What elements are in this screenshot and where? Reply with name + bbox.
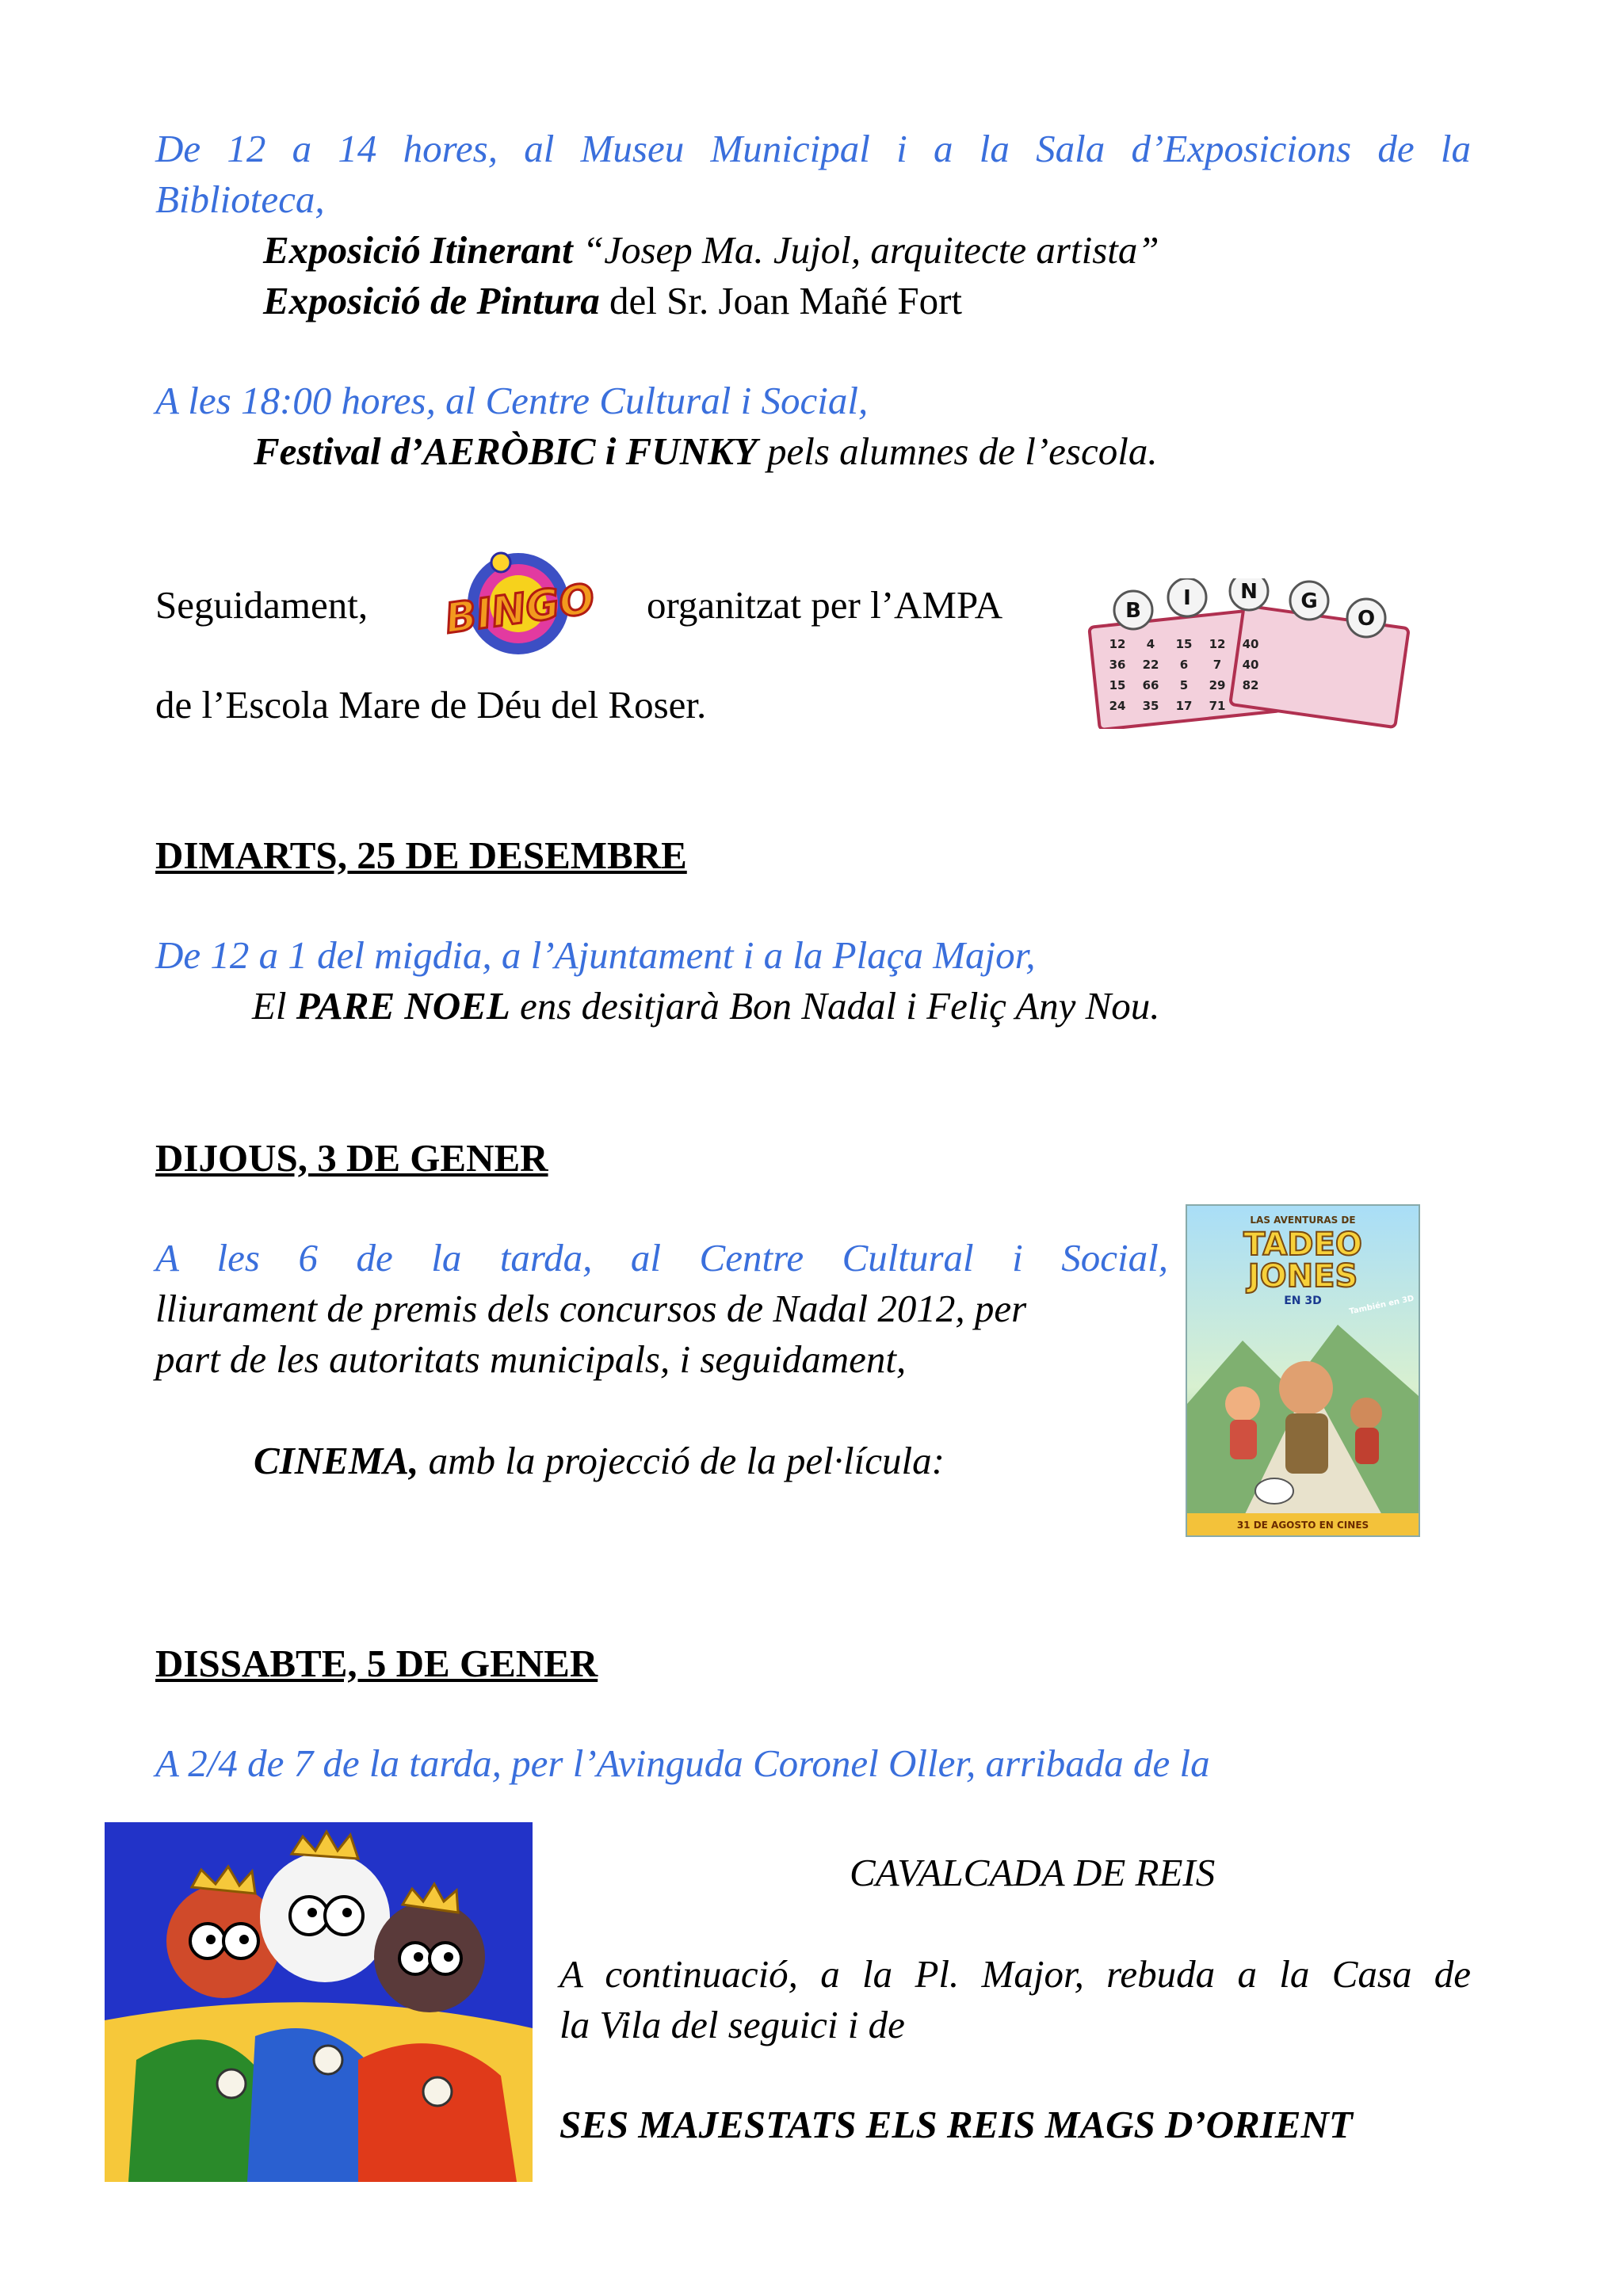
poster-sub-text: EN 3D bbox=[1284, 1295, 1322, 1307]
bingo-ball-o bbox=[1347, 599, 1385, 637]
bingo-card-number: 15 bbox=[1175, 637, 1193, 651]
bingo-card-number: 29 bbox=[1209, 678, 1226, 692]
exhibition-item-2-text: del Sr. Joan Mañé Fort bbox=[599, 279, 963, 322]
cinema-title: CINEMA, bbox=[254, 1439, 419, 1482]
cavalcada-title: CAVALCADA DE REIS bbox=[850, 1851, 1216, 1894]
poster-dog bbox=[1255, 1478, 1293, 1504]
pare-noel-text-a: El bbox=[252, 984, 296, 1028]
bingo-card-number: 12 bbox=[1209, 637, 1226, 651]
poster-top-text: LAS AVENTURAS DE bbox=[1250, 1215, 1356, 1226]
majestats-title: SES MAJESTATS ELS REIS MAGS D’ORIENT bbox=[559, 2103, 1353, 2146]
festival-line bbox=[254, 426, 1158, 477]
bingo-card-number: 4 bbox=[1146, 637, 1155, 651]
poster-date: 31 DE AGOSTO EN CINES bbox=[1236, 1520, 1369, 1531]
bingo-ball-i bbox=[1168, 578, 1206, 616]
bingo-logo bbox=[425, 547, 615, 658]
continuation-line-1: A continuació, a la Pl. Major, rebuda a la Casa de bbox=[559, 1952, 1471, 1996]
bingo-school-text: de l’Escola Mare de Déu del Roser. bbox=[155, 683, 707, 727]
poster-hero bbox=[1279, 1361, 1333, 1415]
bingo-cards-illustration bbox=[1086, 578, 1411, 729]
bingo-card-number: 71 bbox=[1209, 699, 1226, 713]
bingo-card-number: 82 bbox=[1242, 678, 1259, 692]
poster-girl bbox=[1225, 1386, 1260, 1421]
exhibition-time-line: De 12 a 14 hores, al Museu Municipal i a la Sala d’Exposicions de la bbox=[155, 127, 1471, 170]
bingo-card-number: 36 bbox=[1109, 658, 1126, 672]
bingo-card-number: 66 bbox=[1142, 678, 1159, 692]
poster-title-1: TADEO bbox=[1243, 1226, 1362, 1263]
poster-boy bbox=[1350, 1398, 1382, 1429]
exhibition-item-1-title: Exposició Itinerant bbox=[263, 228, 573, 272]
bingo-card-number: 12 bbox=[1109, 637, 1126, 651]
festival-title: Festival d’AERÒBIC i FUNKY bbox=[254, 429, 758, 473]
poster-badge: También en 3D bbox=[1348, 1294, 1415, 1317]
bingo-card-number: 24 bbox=[1109, 699, 1126, 713]
dimarts-time-line: De 12 a 1 del migdia, a l’Ajuntament i a la Plaça Major, bbox=[155, 933, 1036, 977]
bingo-card-number: 22 bbox=[1142, 658, 1159, 672]
bingo-organized-text: organitzat per l’AMPA bbox=[647, 583, 1003, 627]
bingo-card-number: 40 bbox=[1242, 658, 1259, 672]
three-kings-illustration bbox=[105, 1822, 533, 2182]
pare-noel-title: PARE NOEL bbox=[296, 984, 510, 1028]
exhibition-item-2-title: Exposició de Pintura bbox=[263, 279, 600, 322]
exhibition-item-2 bbox=[263, 276, 962, 326]
svg-text:G: G bbox=[1300, 589, 1318, 613]
cinema-text: amb la projecció de la pel·lícula: bbox=[418, 1439, 945, 1482]
pare-noel-line bbox=[252, 981, 1160, 1032]
svg-text:O: O bbox=[1357, 607, 1376, 631]
continuation-line-2: la Vila del seguici i de bbox=[559, 2003, 905, 2046]
dissabte-time-line: A 2/4 de 7 de la tarda, per l’Avinguda Coronel Oller, arribada de la bbox=[155, 1741, 1210, 1785]
heading-dissabte-5: DISSABTE, 5 DE GENER bbox=[155, 1642, 598, 1685]
svg-text:N: N bbox=[1240, 580, 1258, 604]
heading-dijous-3: DIJOUS, 3 DE GENER bbox=[155, 1136, 548, 1180]
heading-dimarts-25: DIMARTS, 25 DE DESEMBRE bbox=[155, 833, 687, 877]
exhibition-item-1 bbox=[263, 225, 1159, 276]
exhibition-item-1-text: “Josep Ma. Jujol, arquitecte artista” bbox=[572, 228, 1159, 272]
bingo-logo-text: BINGO bbox=[441, 575, 598, 643]
bingo-card-number: 35 bbox=[1142, 699, 1159, 713]
bingo-card-number: 17 bbox=[1175, 699, 1193, 713]
bingo-ball-n bbox=[1230, 578, 1268, 610]
bingo-card-number: 7 bbox=[1212, 658, 1222, 672]
bingo-ball-b bbox=[1114, 591, 1152, 629]
dijous-line-2: lliurament de premis dels concursos de Nadal 2012, per bbox=[155, 1287, 1027, 1330]
bingo-ball-g bbox=[1290, 582, 1328, 620]
movie-poster bbox=[1186, 1204, 1420, 1537]
dijous-line-3: part de les autoritats municipals, i seguidament, bbox=[155, 1337, 907, 1381]
cinema-line bbox=[254, 1436, 945, 1486]
bingo-card-number: 15 bbox=[1109, 678, 1126, 692]
dijous-time-line: A les 6 de la tarda, al Centre Cultural i Social, bbox=[155, 1236, 1168, 1280]
poster-title-2: JONES bbox=[1247, 1258, 1358, 1295]
exhibition-time-line-2: Biblioteca, bbox=[155, 177, 325, 221]
bingo-card-number: 6 bbox=[1179, 658, 1189, 672]
festival-time-line: A les 18:00 hores, al Centre Cultural i Social, bbox=[155, 379, 869, 422]
festival-text: pels alumnes de l’escola. bbox=[757, 429, 1158, 473]
pare-noel-text-b: ens desitjarà Bon Nadal i Feliç Any Nou. bbox=[510, 984, 1160, 1028]
svg-text:B: B bbox=[1125, 599, 1141, 623]
bingo-card-number: 40 bbox=[1242, 637, 1259, 651]
bingo-card-number: 5 bbox=[1179, 678, 1189, 692]
bingo-lead-text: Seguidament, bbox=[155, 583, 369, 627]
svg-text:I: I bbox=[1183, 586, 1191, 610]
